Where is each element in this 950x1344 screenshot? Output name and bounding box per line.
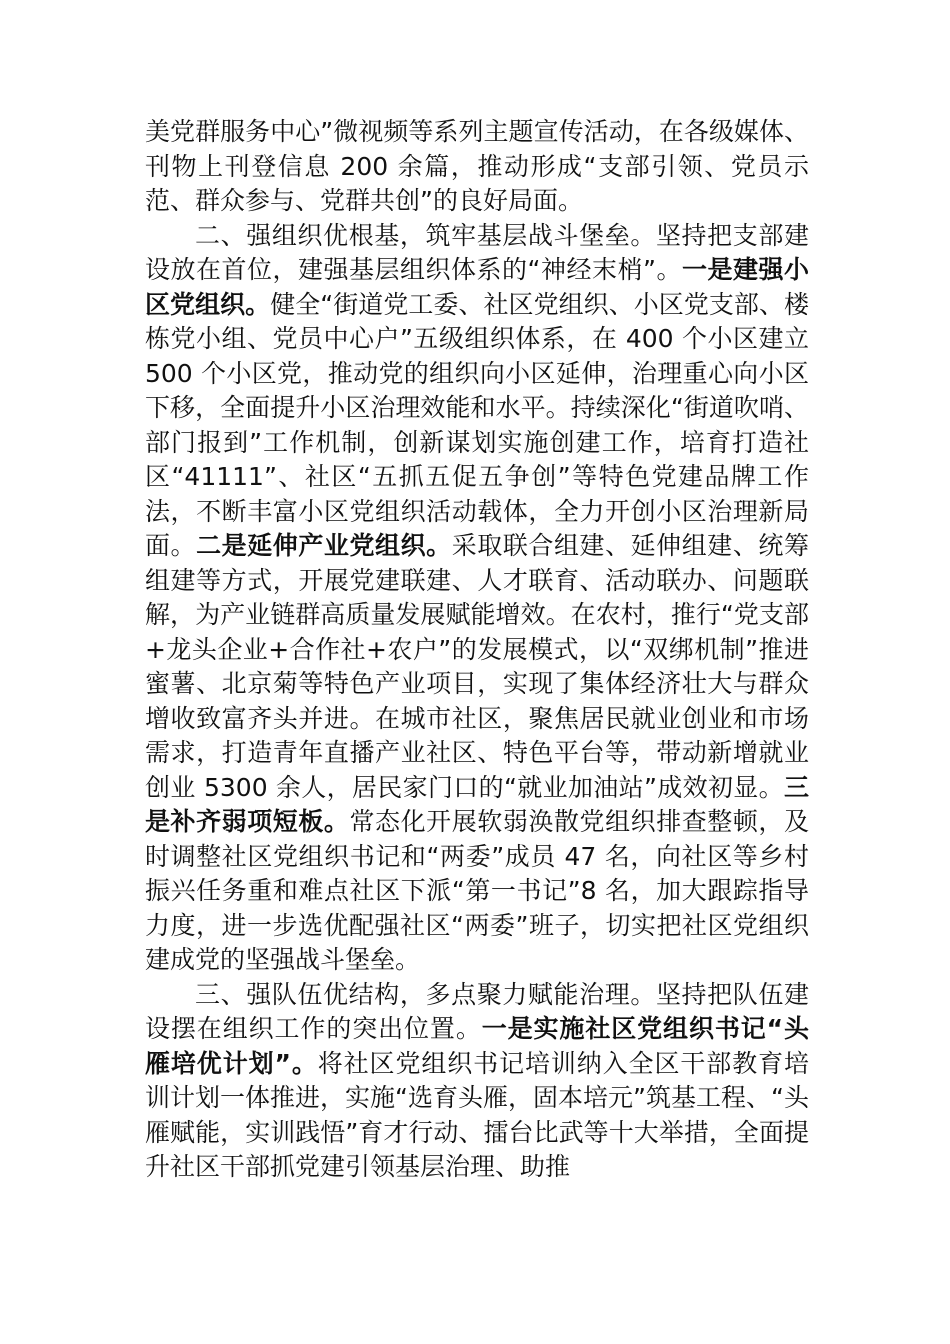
paragraph-1 xyxy=(145,115,809,219)
text-span: 二、强组织优根基，筑牢基层战斗堡垒。坚持把支部建设放在首位，建强基层组织体系的“神经末梢”。 xyxy=(145,220,809,284)
bold-heading: 一是建强小区党组织。 xyxy=(145,255,809,319)
paragraph-3 xyxy=(145,978,809,1185)
text-span: 健全“街道党工委、社区党组织、小区党支部、楼栋党小组、党员中心户”五级组织体系，在 400 个小区建立 500 个小区党，推动党的组织向小区延伸，治理重心向小区下移，全面提升小区治理效能和水平。持续深化“街道吹哨、部门报到”工作机制，创新谋划实施创建工作，培育打造社区“41111”、社区“五抓五促五争创”等特色党建品牌工作法，不断丰富小区党组织活动载体，全力开创小区治理新局面。 xyxy=(145,289,809,560)
paragraph-2 xyxy=(145,219,809,978)
bold-heading: 一是实施社区党组织书记“头雁培优计划”。 xyxy=(145,1014,809,1078)
text-span: 采取联合组建、延伸组建、统筹组建等方式，开展党建联建、人才联育、活动联办、问题联解，为产业链群高质量发展赋能增效。在农村，推行“党支部+龙头企业+合作社+农户”的发展模式，以“双绑机制”推进蜜薯、北京菊等特色产业项目，实现了集体经济壮大与群众增收致富齐头并进。在城市社区，聚焦居民就业创业和市场需求，打造青年直播产业社区、特色平台等，带动新增就业创业 5300 余人，居民家门口的“就业加油站”成效初显。 xyxy=(145,531,809,802)
text-span: 常态化开展软弱涣散党组织排查整顿，及时调整社区党组织书记和“两委”成员 47 名，向社区等乡村振兴任务重和难点社区下派“第一书记”8 名，加大跟踪指导力度，进一步选优配强社区“两委”班子，切实把社区党组织建成党的坚强战斗堡垒。 xyxy=(145,807,809,974)
bold-heading: 三是补齐弱项短板。 xyxy=(145,772,809,836)
document-body xyxy=(145,115,809,1185)
text-span: 美党群服务中心”微视频等系列主题宣传活动，在各级媒体、刊物上刊登信息 200 余篇，推动形成“支部引领、党员示范、群众参与、党群共创”的良好局面。 xyxy=(145,117,809,215)
text-span: 将社区党组织书记培训纳入全区干部教育培训计划一体推进，实施“选育头雁，固本培元”筑基工程、“头雁赋能，实训践悟”育才行动、擂台比武等十大举措，全面提升社区干部抓党建引领基层治理、助推 xyxy=(145,1048,809,1181)
bold-heading: 二是延伸产业党组织。 xyxy=(196,531,452,560)
text-span: 三、强队伍优结构，多点聚力赋能治理。坚持把队伍建设摆在组织工作的突出位置。 xyxy=(145,979,809,1043)
